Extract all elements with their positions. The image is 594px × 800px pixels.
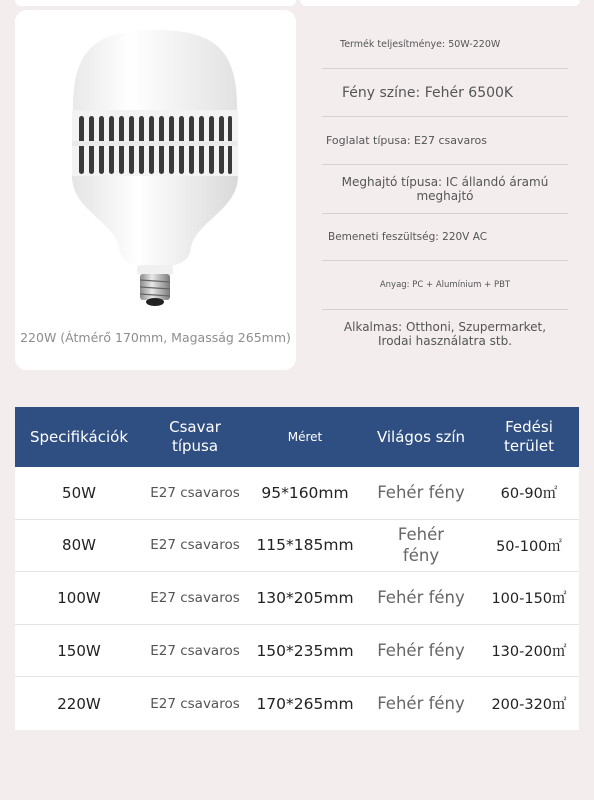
- table-body: [15, 467, 579, 730]
- table-row: [15, 677, 579, 730]
- cell-color: Fehér fény: [377, 588, 465, 608]
- spec-power-text: Termék teljesítménye: 50W-220W: [340, 38, 501, 50]
- top-card-strip-left: [15, 0, 296, 6]
- header-coverage: [479, 407, 579, 467]
- spec-driver-text: Meghajtó típusa: IC állandó áramú meghajtó: [341, 175, 549, 203]
- spec-voltage: [322, 213, 568, 261]
- cell-size: 130*205mm: [256, 588, 354, 607]
- spec-usage-text: Alkalmas: Otthoni, Szupermarket, Irodai használatra stb.: [343, 320, 547, 348]
- cell-screw: E27 csavaros: [150, 589, 240, 606]
- spec-driver: [322, 165, 568, 214]
- spec-table: [15, 407, 579, 730]
- cell-color: Fehér fény: [377, 640, 465, 660]
- cell-screw: E27 csavaros: [150, 695, 240, 712]
- cell-coverage: 60-90㎡: [500, 486, 558, 503]
- cell-screw: E27 csavaros: [150, 642, 240, 659]
- header-coverage-text: Fedési terület: [503, 418, 555, 455]
- cell-power: 220W: [57, 694, 101, 713]
- table-row: [15, 520, 579, 573]
- cell-coverage: 100-150㎡: [491, 591, 567, 608]
- spec-usage: [322, 309, 568, 359]
- cell-size: 115*185mm: [256, 536, 354, 555]
- spec-voltage-text: Bemeneti feszültség: 220V AC: [328, 230, 488, 243]
- cell-color: [363, 520, 479, 572]
- header-specs: Specifikációk: [29, 427, 129, 446]
- spec-socket-text: Foglalat típusa: E27 csavaros: [326, 134, 488, 147]
- table-row: [15, 467, 579, 520]
- cell-size: 150*235mm: [256, 641, 354, 660]
- led-bulb-image: [15, 10, 296, 330]
- cell-size: 170*265mm: [256, 694, 354, 713]
- spec-power: [322, 20, 568, 69]
- cell-screw: E27 csavaros: [150, 537, 240, 554]
- cell-power: 150W: [57, 641, 101, 660]
- cell-color-text: Fehér fény: [397, 524, 445, 566]
- spec-material: [322, 261, 568, 310]
- product-image-card: [15, 10, 296, 370]
- cell-coverage: 200-320㎡: [491, 697, 567, 714]
- cell-color: Fehér fény: [377, 483, 465, 503]
- top-card-strip-right: [300, 0, 580, 6]
- cell-power: 80W: [62, 536, 96, 555]
- cell-coverage: 130-200㎡: [491, 644, 567, 661]
- spec-socket: [322, 117, 568, 165]
- cell-color: Fehér fény: [377, 693, 465, 713]
- header-screw-type: [143, 407, 247, 467]
- product-caption: 220W (Átmérő 170mm, Magasság 265mm): [20, 330, 291, 345]
- cell-size: 95*160mm: [261, 483, 349, 502]
- table-row: [15, 625, 579, 678]
- spec-light-color: [322, 69, 568, 117]
- spec-material-text: Anyag: PC + Alumínium + PBT: [379, 280, 511, 290]
- header-screw-type-text: Csavar típusa: [169, 418, 221, 455]
- spec-light-color-text: Fény színe: Fehér 6500K: [342, 84, 514, 101]
- header-size: Méret: [287, 429, 323, 444]
- header-light-color: Világos szín: [376, 427, 466, 446]
- cell-power: 100W: [57, 588, 101, 607]
- table-row: [15, 572, 579, 625]
- cell-power: 50W: [62, 483, 96, 502]
- cell-coverage: 50-100㎡: [496, 538, 562, 555]
- table-header: [15, 407, 579, 467]
- cell-screw: E27 csavaros: [150, 484, 240, 501]
